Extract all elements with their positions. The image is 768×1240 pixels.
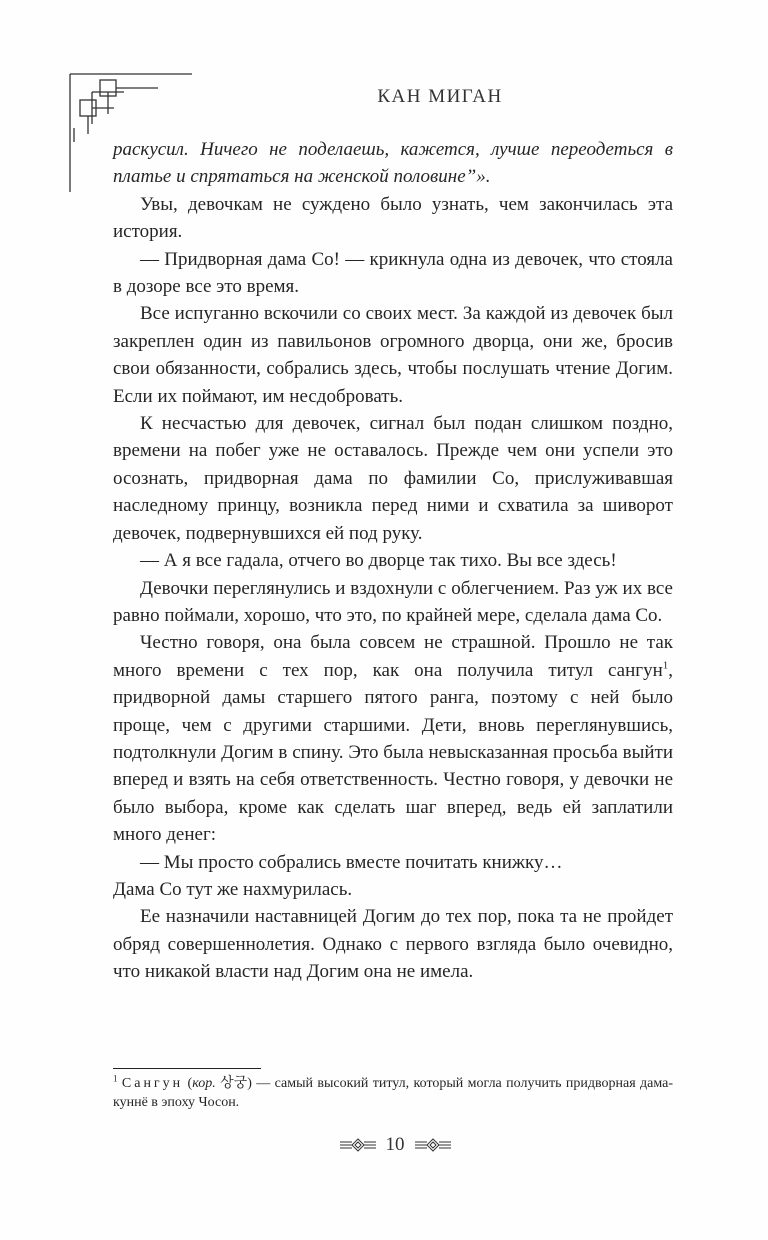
paragraph-8-start: Честно говоря, она была совсем не страшной. Прошло не так много времени с тех пор, как она получила титул сангун bbox=[113, 632, 673, 681]
footnote-term: Сангун bbox=[121, 1076, 184, 1091]
paragraph-2: Увы, девочкам не суждено было узнать, чем закончилась эта история. bbox=[113, 193, 673, 243]
footnote: $^1$ Сангун (кор. 상궁) — самый высокий титул, который могла получить придворная дама-куннё в эпоху Чосон. bbox=[113, 1073, 673, 1110]
paragraph-6: — А я все гадала, отчего во дворце так тихо. Вы все здесь! bbox=[140, 550, 617, 572]
paragraph-1: раскусил. Ничего не поделаешь, кажется, лучше переодеться в платье и спрятаться на женской половине”». bbox=[113, 139, 673, 188]
footnote-hangul: 상궁 bbox=[220, 1076, 248, 1091]
body-text bbox=[113, 136, 673, 986]
footnote-abbreviation: кор. bbox=[192, 1076, 216, 1091]
paragraph-8-end: , придворной дамы старшего пятого ранга, поэтому с ней было проще, чем с другими старшими. Дети, вновь переглянувшись, подтолкнули Догим в спину. Это была невысказанная просьба выйти вперед и взять на себя ответственность. Честно говоря, у девочки не было выбора, кроме как сделать шаг вперед, ведь ей заплатили много денег: bbox=[113, 659, 673, 846]
paragraph-5: К несчастью для девочек, сигнал был подан слишком поздно, времени на побег уже не оставалось. Прежде чем они успели это осознать, придворная дама по фамилии Со, прислуживавшая наследному принцу, возникла перед ними и схватила за шиворот девочек, подвернувшихся ей под руку. bbox=[113, 413, 673, 544]
paragraph-10: Дама Со тут же нахмурилась. bbox=[113, 878, 353, 900]
paragraph-9: — Мы просто собрались вместе почитать книжку… bbox=[140, 851, 563, 873]
paragraph-11: Ее назначили наставницей Догим до тех пор, пока та не пройдет обряд совершеннолетия. Однако с первого взгляда было очевидно, что никакой власти над Догим она не имела. bbox=[113, 906, 673, 983]
paragraph-7: Девочки переглянулись и вздохнули с облегчением. Раз уж их все равно поймали, хорошо, что это, по крайней мере, сделала дама Со. bbox=[113, 577, 673, 626]
footnote-text: — самый высокий титул, который могла получить придворная дама-куннё в эпоху Чосон. bbox=[113, 1076, 673, 1110]
running-header: КАН МИГАН bbox=[377, 86, 503, 107]
paragraph-4: Все испуганно вскочили со своих мест. За каждой из девочек был закреплен один из павильонов огромного дворца, они же, бросив свои обязанности, собрались здесь, чтобы послушать чтение Догим. Если их поймают, им несдобровать. bbox=[113, 303, 673, 407]
right-knot-ornament-icon bbox=[415, 1138, 451, 1152]
paragraph-3: — Придворная дама Со! — крикнула одна из девочек, что стояла в дозоре все это время. bbox=[113, 248, 673, 298]
footnote-marker: 1 bbox=[113, 1073, 118, 1084]
page-footer bbox=[330, 1133, 460, 1157]
left-knot-ornament-icon bbox=[340, 1138, 376, 1152]
paragraph-8 bbox=[113, 629, 673, 848]
footnote-divider bbox=[113, 1068, 261, 1069]
footnote-ref-marker[interactable]: 1 bbox=[662, 659, 669, 672]
page-number: 10 bbox=[385, 1134, 405, 1155]
